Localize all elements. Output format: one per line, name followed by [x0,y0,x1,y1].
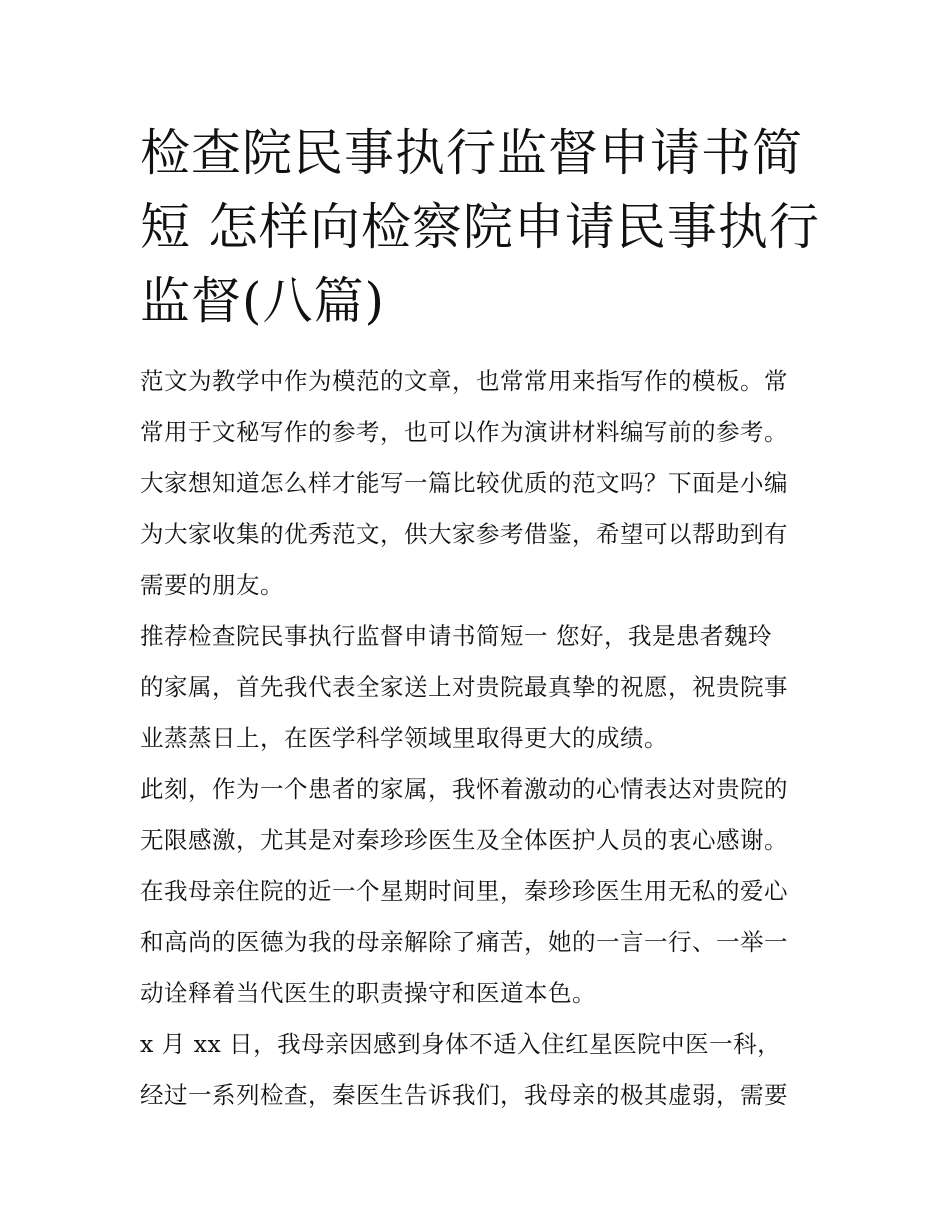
document-body [140,356,820,1121]
text-line: 范文为教学中作为模范的文章，也常常用来指写作的模板。常 [140,367,788,395]
text-line: 在我母亲住院的近一个星期时间里，秦珍珍医生用无私的爱心 [140,877,788,905]
text-line: 经过一系列检查，秦医生告诉我们，我母亲的极其虚弱，需要 [140,1081,788,1109]
text-line: 无限感激，尤其是对秦珍珍医生及全体医护人员的衷心感谢。 [140,826,788,854]
text-line: 大家想知道怎么样才能写一篇比较优质的范文吗？下面是小编 [140,469,788,497]
paragraph-narrative [140,1019,820,1121]
text-line: 推荐检查院民事执行监督申请书简短一 您好，我是患者魏玲 [140,622,772,650]
text-line: 需要的朋友。 [140,571,284,599]
text-line: x 月 xx 日，我母亲因感到身体不适入住红星医院中医一科， [140,1030,782,1058]
paragraph-gratitude [140,764,820,1019]
text-line: 动诠释着当代医生的职责操守和医道本色。 [140,979,596,1007]
title-line: 监督(八篇) [140,272,386,330]
text-line: 的家属，首先我代表全家送上对贵院最真挚的祝愿，祝贵院事 [140,673,788,701]
document-title [140,116,820,338]
text-line: 此刻，作为一个患者的家属，我怀着激动的心情表达对贵院的 [140,775,788,803]
paragraph-recommendation [140,611,820,764]
text-line: 业蒸蒸日上，在医学科学领域里取得更大的成绩。 [140,724,668,752]
title-line: 短 怎样向检察院申请民事执行 [140,198,820,256]
text-line: 和高尚的医德为我的母亲解除了痛苦，她的一言一行、一举一 [140,928,788,956]
text-line: 为大家收集的优秀范文，供大家参考借鉴，希望可以帮助到有 [140,520,788,548]
title-line: 检查院民事执行监督申请书简 [140,124,803,182]
paragraph-intro [140,356,820,611]
text-line: 常用于文秘写作的参考，也可以作为演讲材料编写前的参考。 [140,418,788,446]
